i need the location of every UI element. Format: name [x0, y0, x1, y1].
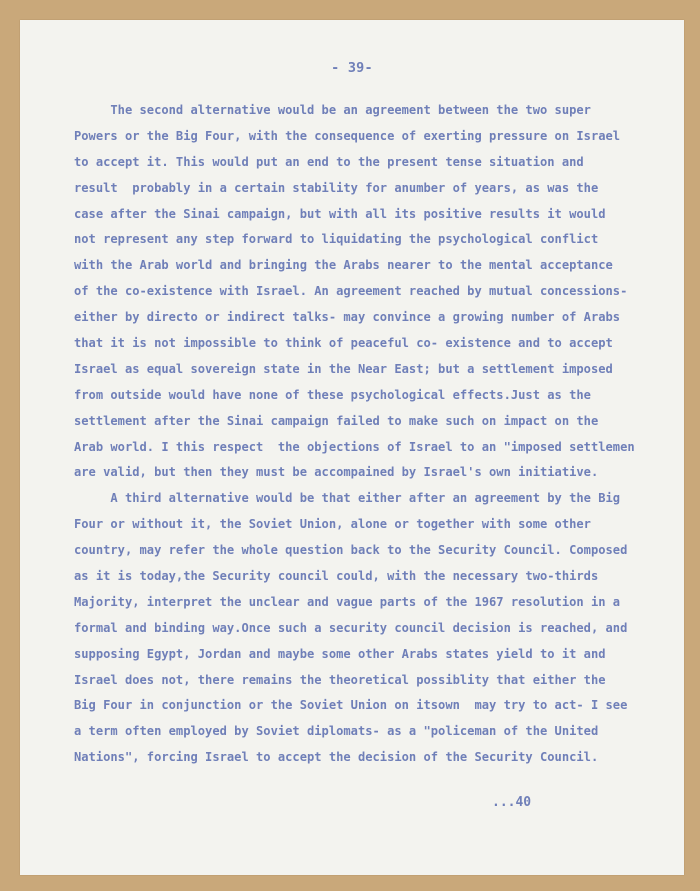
text-line: with the Arab world and bringing the Arabs nearer to the mental acceptance [74, 258, 613, 273]
text-line: Arab world. I this respect the objections of Israel to an "imposed settlemen [74, 439, 635, 454]
text-line: Majority, interpret the unclear and vague parts of the 1967 resolution in a [74, 594, 621, 609]
body-text [74, 98, 684, 771]
text-line: Israel does not, there remains the theoretical possiblity that either the [74, 672, 606, 687]
text-line: either by directo or indirect talks- may convince a growing number of Arabs [74, 310, 621, 325]
text-line: that it is not impossible to think of peaceful co- existence and to accept [74, 336, 613, 351]
text-line: supposing Egypt, Jordan and maybe some other Arabs states yield to it and [74, 646, 606, 661]
text-line: case after the Sinai campaign, but with all its positive results it would [74, 206, 606, 221]
text-line: Nations", forcing Israel to accept the decision of the Security Council. [74, 750, 599, 765]
text-line: country, may refer the whole question back to the Security Council. Composed [74, 543, 628, 558]
text-line: formal and binding way.Once such a security council decision is reached, and [74, 620, 628, 635]
text-line: as it is today,the Security council could, with the necessary two-thirds [74, 569, 599, 584]
text-line: settlement after the Sinai campaign failed to make such on impact on the [74, 413, 599, 428]
text-line: Big Four in conjunction or the Soviet Union on itsown may try to act- I see [74, 698, 628, 713]
text-line: are valid, but then they must be accompained by Israel's own initiative. [74, 465, 599, 480]
text-line: result probably in a certain stability for anumber of years, as was the [74, 180, 599, 195]
text-line: from outside would have none of these psychological effects.Just as the [74, 387, 591, 402]
text-line: not represent any step forward to liquidating the psychological conflict [74, 232, 599, 247]
text-line: The second alternative would be an agreement between the two super [74, 103, 591, 117]
typewritten-page [20, 20, 684, 875]
page-number: - 39- [331, 60, 373, 76]
text-line: to accept it. This would put an end to the present tense situation and [74, 154, 584, 169]
continuation-marker: ...40 [492, 795, 532, 810]
text-line: a term often employed by Soviet diplomats- as a "policeman of the United [74, 724, 599, 739]
text-line: A third alternative would be that either after an agreement by the Big [74, 491, 621, 506]
text-line: of the co-existence with Israel. An agreement reached by mutual concessions- [74, 284, 628, 299]
text-line: Powers or the Big Four, with the consequence of exerting pressure on Israel [74, 128, 621, 143]
text-line: Four or without it, the Soviet Union, alone or together with some other [74, 517, 591, 532]
text-line: Israel as equal sovereign state in the Near East; but a settlement imposed [74, 361, 613, 376]
